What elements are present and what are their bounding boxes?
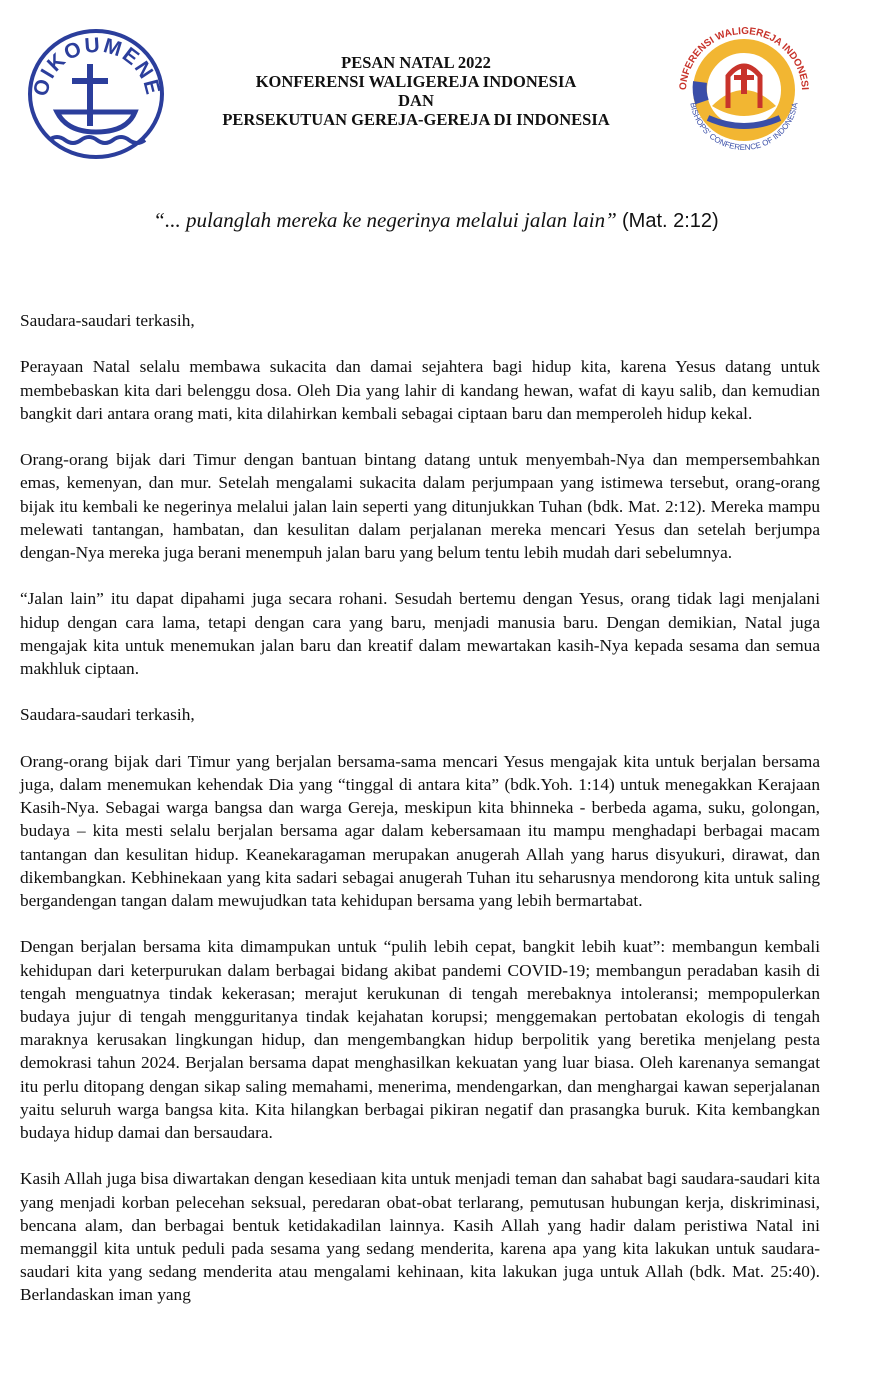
- header-organization-2: PERSEKUTUAN GEREJA-GEREJA DI INDONESIA: [222, 110, 610, 129]
- salutation: Saudara-saudari terkasih,: [20, 705, 195, 725]
- paragraph: “Jalan lain” itu dapat dipahami juga secara rohani. Sesudah bertemu dengan Yesus, orang tidak lagi menjalani hidup dengan cara lama, tetapi dengan cara yang baru, menjadi manusia baru. Dengan demikian, Natal juga mengajak kita untuk menemukan jalan baru dan kreatif dalam mewartakan kasih-Nya kepada sesama dan semua makhluk ciptaan.: [20, 589, 820, 678]
- kwi-logo-bottom-text: BISHOPS' CONFERENCE OF INDONESIA: [688, 101, 800, 153]
- paragraph: Dengan berjalan bersama kita dimampukan untuk “pulih lebih cepat, bangkit lebih kuat”: membangun kembali kehidupan dari keterpurukan dalam berbagai bidang akibat pandemi COVID-19; membangun peradaban kasih di tengah menguatnya tindak kekerasan; merajut kerukunan di tengah merebaknya intoleransi; mempopulerkan budaya jujur di tengah mengguritanya tindak kejahatan korupsi; menggemakan pertobatan ekologis di tengah maraknya kerusakan lingkungan hidup, dan mengembangkan hidup berpolitik yang beretika menjelang pesta demokrasi tahun 2024. Berjalan bersama dapat menghasilkan kekuatan yang luar biasa. Oleh karenanya semangat itu perlu ditopang dengan sikap saling memahami, menerima, mendengarkan, dan menghargai kawan seperjalanan yaitu seluruh warga bangsa kita. Kita hilangkan berbagai pikiran negatif dan prasangka buruk. Kita kembangkan budaya hidup damai dan bersaudara.: [20, 937, 820, 1143]
- header-conjunction: DAN: [398, 91, 434, 110]
- quote-text: “... pulanglah mereka ke negerinya melalui jalan lain”: [153, 208, 623, 232]
- paragraph: Orang-orang bijak dari Timur yang berjalan bersama-sama mencari Yesus mengajak kita untuk berjalan bersama juga, dalam menemukan kehendak Dia yang “tinggal di antara kita” (bdk.Yoh. 1:14) untuk menegakkan Kerajaan Kasih-Nya. Sebagai warga bangsa dan warga Gereja, meskipun kita bhinneka - berbeda agama, suku, golongan, budaya – kita mesti selalu berjalan bersama agar dalam kebersamaan itu mampu menghadapi berbagai macam tantangan dan kesulitan hidup. Keanekaragaman merupakan anugerah Allah yang harus disyukuri, dirawat, dan dikembangkan. Kebhinekaan yang kita sadari sebagai anugerah Tuhan itu seharusnya mendorong kita untuk saling bergandengan tangan dalam mewujudkan tata kehidupan bersama yang lebih bermartabat.: [20, 751, 820, 910]
- salutation: Saudara-saudari terkasih,: [20, 311, 195, 330]
- paragraph: Perayaan Natal selalu membawa sukacita dan damai sejahtera bagi hidup kita, karena Yesus datang untuk membebaskan kita dari belenggu dosa. Oleh Dia yang lahir di kandang hewan, wafat di kayu salib, dan kemudian bangkit dari antara orang mati, kita dilahirkan kembali sebagai ciptaan baru dan memperoleh hidup kekal.: [20, 357, 820, 423]
- paragraph: Orang-orang bijak dari Timur dengan bantuan bintang datang untuk menyembah-Nya dan mempersembahkan emas, kemenyan, dan mur. Setelah mengalami sukacita dalam perjumpaan yang istimewa tersebut, orang-orang bijak itu kembali ke negerinya melalui jalan lain seperti yang ditunjukkan Tuhan (bdk. Mat. 2:12). Mereka mampu melewati tantangan, hambatan, dan kesulitan dalam perjalanan mereka mencari Yesus dan setelah berjumpa dengan-Nya mereka juga berani menempuh jalan baru yang belum tentu lebih mudah dari sebelumnya.: [20, 450, 820, 562]
- paragraph: Kasih Allah juga bisa diwartakan dengan kesediaan kita untuk menjadi teman dan sahabat bagi saudara-saudari kita yang menjadi korban pelecehan seksual, peredaran obat-obat terlarang, pemutusan hubungan kerja, diskriminasi, bencana alam, dan berbagai bentuk ketidakadilan lainnya. Kasih Allah yang hadir dalam peristiwa Natal ini memanggil kita untuk peduli pada sesama yang sedang menderita, karena apa yang kita lakukan untuk saudara-saudari kita yang sedang menderita atau mengalami kehinaan, kita lakukan juga untuk Allah (bdk. Mat. 25:40). Berlandaskan iman yang: [20, 1169, 820, 1305]
- kwi-logo-top-text: ONFERENSI WALIGEREJA INDONESI: [677, 25, 810, 91]
- letter-header: [180, 53, 652, 129]
- kwi-logo: [672, 22, 816, 154]
- quote-reference: (Mat. 2:12): [622, 210, 719, 232]
- header-title: PESAN NATAL 2022: [341, 53, 491, 72]
- letter-body: [20, 309, 820, 1330]
- oikoumene-logo-text: OIKOUMENE: [29, 33, 165, 99]
- oikoumene-logo: [27, 28, 165, 160]
- scripture-quote: [0, 208, 872, 233]
- svg-text:OIKOUMENE: [29, 34, 165, 99]
- header-organization-1: KONFERENSI WALIGEREJA INDONESIA: [255, 72, 577, 91]
